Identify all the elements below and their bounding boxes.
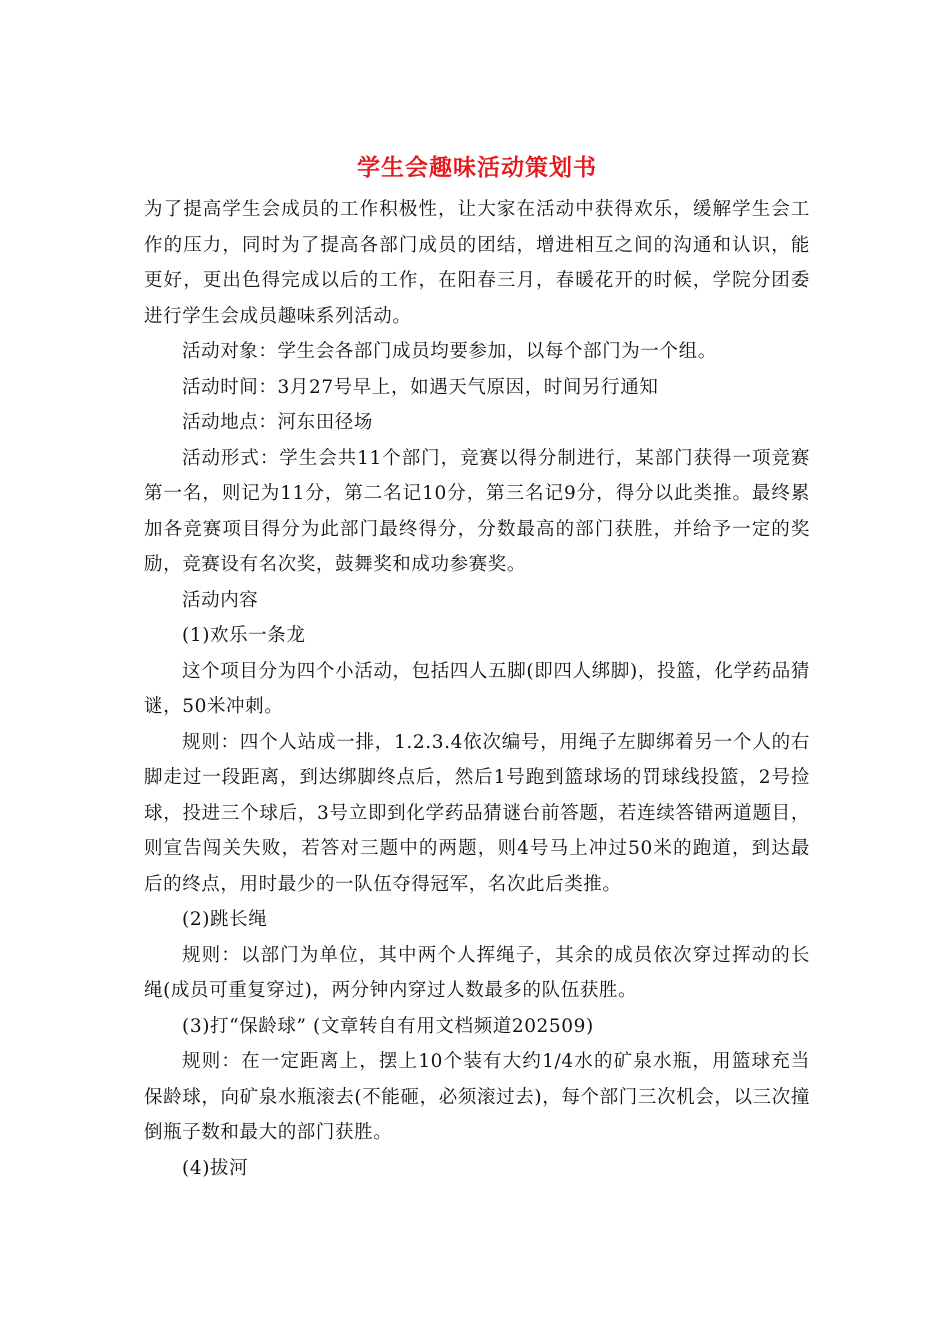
activity-content-heading: 活动内容: [182, 589, 259, 611]
document-page: [144, 148, 810, 1186]
item-1-heading: (1)欢乐一条龙: [182, 625, 306, 646]
item-2-heading: (2)跳长绳: [182, 909, 268, 930]
activity-format: 活动形式：学生会共11个部门，竞赛以得分制进行，某部门获得一项竞赛第一名，则记为11分，第二名记10分，第三名记9分，得分以此类推。最终累加各竞赛项目得分为此部门最终得分，分数最高的部门获胜，并给予一定的奖励，竞赛设有名次奖，鼓舞奖和成功参赛奖。: [144, 447, 810, 575]
activity-target: 活动对象：学生会各部门成员均要参加，以每个部门为一个组。: [182, 341, 717, 362]
activity-time: 活动时间：3月27号早上，如遇天气原因，时间另行通知: [182, 376, 659, 398]
item-4-heading: (4)拔河: [182, 1157, 249, 1179]
item-1-description: 这个项目分为四个小活动，包括四人五脚(即四人绑脚)，投篮，化学药品猜谜，50米冲刺。: [144, 660, 810, 717]
item-3-heading: (3)打“保龄球” (文章转自有用文档频道202509): [182, 1015, 594, 1037]
intro-paragraph: 为了提高学生会成员的工作积极性，让大家在活动中获得欢乐，缓解学生会工作的压力，同时为了提高各部门成员的团结，增进相互之间的沟通和认识，能更好，更出色得完成以后的工作，在阳春三月，春暖花开的时候，学院分团委进行学生会成员趣味系列活动。: [144, 199, 810, 327]
activity-location: 活动地点：河东田径场: [182, 412, 374, 433]
item-1-rules: 规则：四个人站成一排，1.2.3.4依次编号，用绳子左脚绑着另一个人的右脚走过一段距离，到达绑脚终点后，然后1号跑到篮球场的罚球线投篮，2号捡球，投进三个球后，3号立即到化学药品猜谜台前答题，若连续答错两道题目，则宣告闯关失败，若答对三题中的两题，则4号马上冲过50米的跑道，到达最后的终点，用时最少的一队伍夺得冠军，名次此后类推。: [144, 731, 810, 895]
item-2-rules: 规则：以部门为单位，其中两个人挥绳子，其余的成员依次穿过挥动的长绳(成员可重复穿过)，两分钟内穿过人数最多的队伍获胜。: [144, 944, 810, 1001]
item-3-rules: 规则：在一定距离上，摆上10个装有大约1/4水的矿泉水瓶，用篮球充当保龄球，向矿泉水瓶滚去(不能砸，必须滚过去)，每个部门三次机会，以三次撞倒瓶子数和最大的部门获胜。: [144, 1051, 810, 1143]
document-title: 学生会趣味活动策划书: [357, 154, 597, 181]
